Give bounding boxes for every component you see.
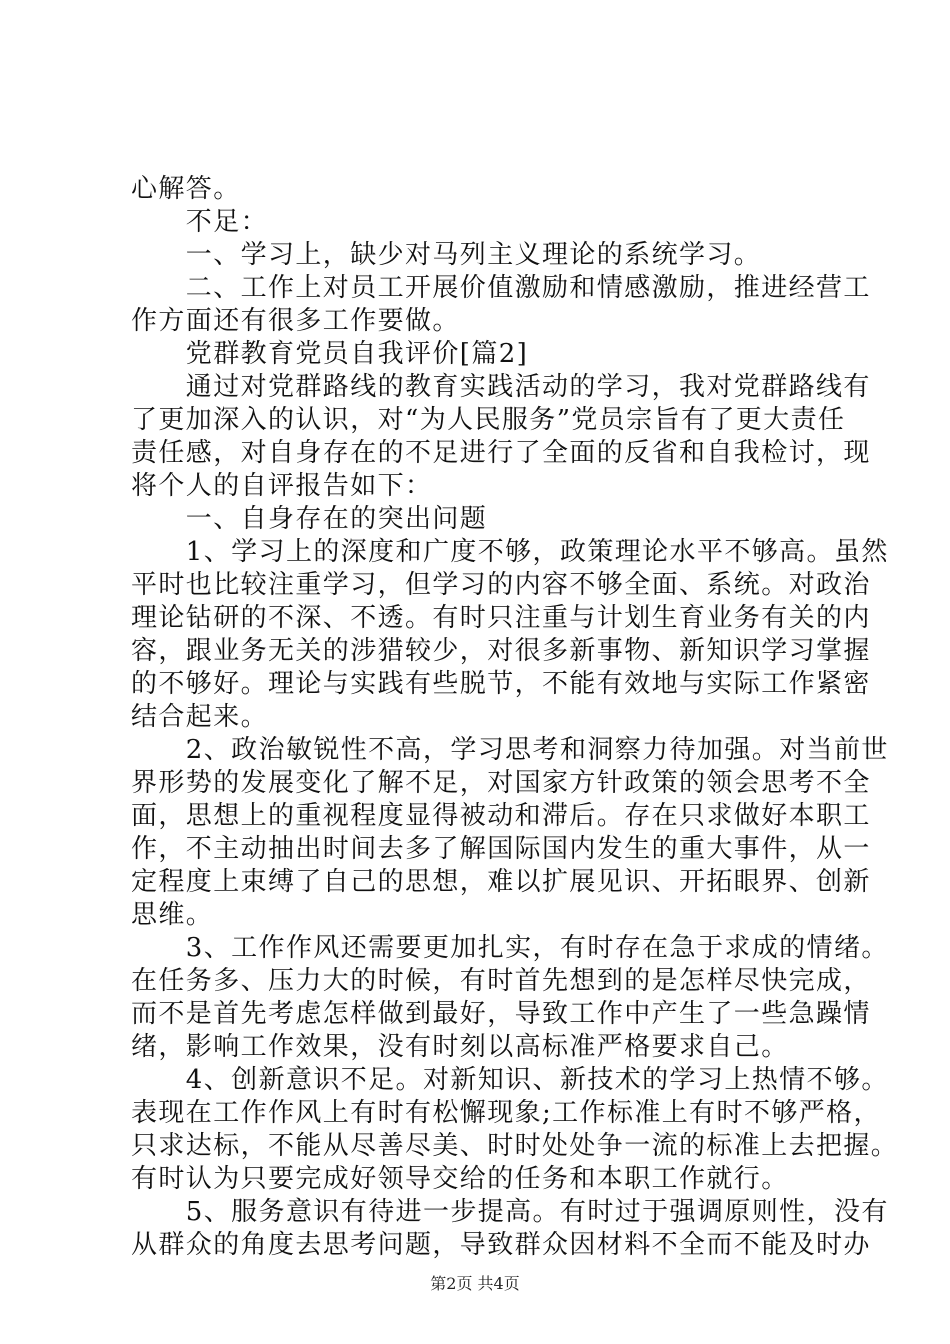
text-line: 的不够好。理论与实践有些脱节，不能有效地与实际工作紧密 bbox=[131, 669, 871, 699]
text-line: 结合起来。 bbox=[131, 702, 269, 732]
text-line: 绪，影响工作效果，没有时刻以高标准严格要求自己。 bbox=[131, 1032, 789, 1062]
text-line: 5、服务意识有待进一步提高。有时过于强调原则性，没有 bbox=[131, 1197, 889, 1227]
text-line: 平时也比较注重学习，但学习的内容不够全面、系统。对政治 bbox=[131, 570, 871, 600]
text-line: 将个人的自评报告如下： bbox=[131, 471, 433, 501]
text-line: 而不是首先考虑怎样做到最好，导致工作中产生了一些急躁情 bbox=[131, 999, 871, 1029]
text-line: 不足： bbox=[131, 207, 269, 237]
text-line: 了更加深入的认识，对“为人民服务”党员宗旨有了更大责任 bbox=[131, 405, 846, 435]
text-line: 在任务多、压力大的时候，有时首先想到的是怎样尽快完成， bbox=[131, 966, 871, 996]
section-heading: 党群教育党员自我评价[篇2] bbox=[131, 339, 529, 369]
text-line: 有时认为只要完成好领导交给的任务和本职工作就行。 bbox=[131, 1164, 789, 1194]
text-line: 界形势的发展变化了解不足，对国家方针政策的领会思考不全 bbox=[131, 768, 871, 798]
text-line: 4、创新意识不足。对新知识、新技术的学习上热情不够。 bbox=[131, 1065, 889, 1095]
text-line: 通过对党群路线的教育实践活动的学习，我对党群路线有 bbox=[131, 372, 871, 402]
text-line: 2、政治敏锐性不高，学习思考和洞察力待加强。对当前世 bbox=[131, 735, 889, 765]
text-line: 定程度上束缚了自己的思想，难以扩展见识、开拓眼界、创新 bbox=[131, 867, 871, 897]
text-line: 作方面还有很多工作要做。 bbox=[131, 306, 460, 336]
text-line: 表现在工作作风上有时有松懈现象;工作标准上有时不够严格， bbox=[131, 1098, 881, 1128]
text-line: 理论钻研的不深、不透。有时只注重与计划生育业务有关的内 bbox=[131, 603, 871, 633]
text-line: 容，跟业务无关的涉猎较少，对很多新事物、新知识学习掌握 bbox=[131, 636, 871, 666]
text-line: 一、自身存在的突出问题 bbox=[131, 504, 488, 534]
text-line: 作，不主动抽出时间去多了解国际国内发生的重大事件，从一 bbox=[131, 834, 871, 864]
text-line: 责任感，对自身存在的不足进行了全面的反省和自我检讨，现 bbox=[131, 438, 871, 468]
text-line: 1、学习上的深度和广度不够，政策理论水平不够高。虽然 bbox=[131, 537, 889, 567]
text-line: 心解答。 bbox=[131, 174, 241, 204]
text-line: 二、工作上对员工开展价值激励和情感激励，推进经营工 bbox=[131, 273, 871, 303]
text-line: 只求达标，不能从尽善尽美、时时处处争一流的标准上去把握。 bbox=[131, 1131, 899, 1161]
text-line: 面，思想上的重视程度显得被动和滞后。存在只求做好本职工 bbox=[131, 801, 871, 831]
text-line: 一、学习上，缺少对马列主义理论的系统学习。 bbox=[131, 240, 762, 270]
text-line: 3、工作作风还需要更加扎实，有时存在急于求成的情绪。 bbox=[131, 933, 889, 963]
text-line: 思维。 bbox=[131, 900, 214, 930]
text-line: 从群众的角度去思考问题，导致群众因材料不全而不能及时办 bbox=[131, 1230, 871, 1260]
page-footer: 第2页 共4页 bbox=[430, 1274, 520, 1293]
